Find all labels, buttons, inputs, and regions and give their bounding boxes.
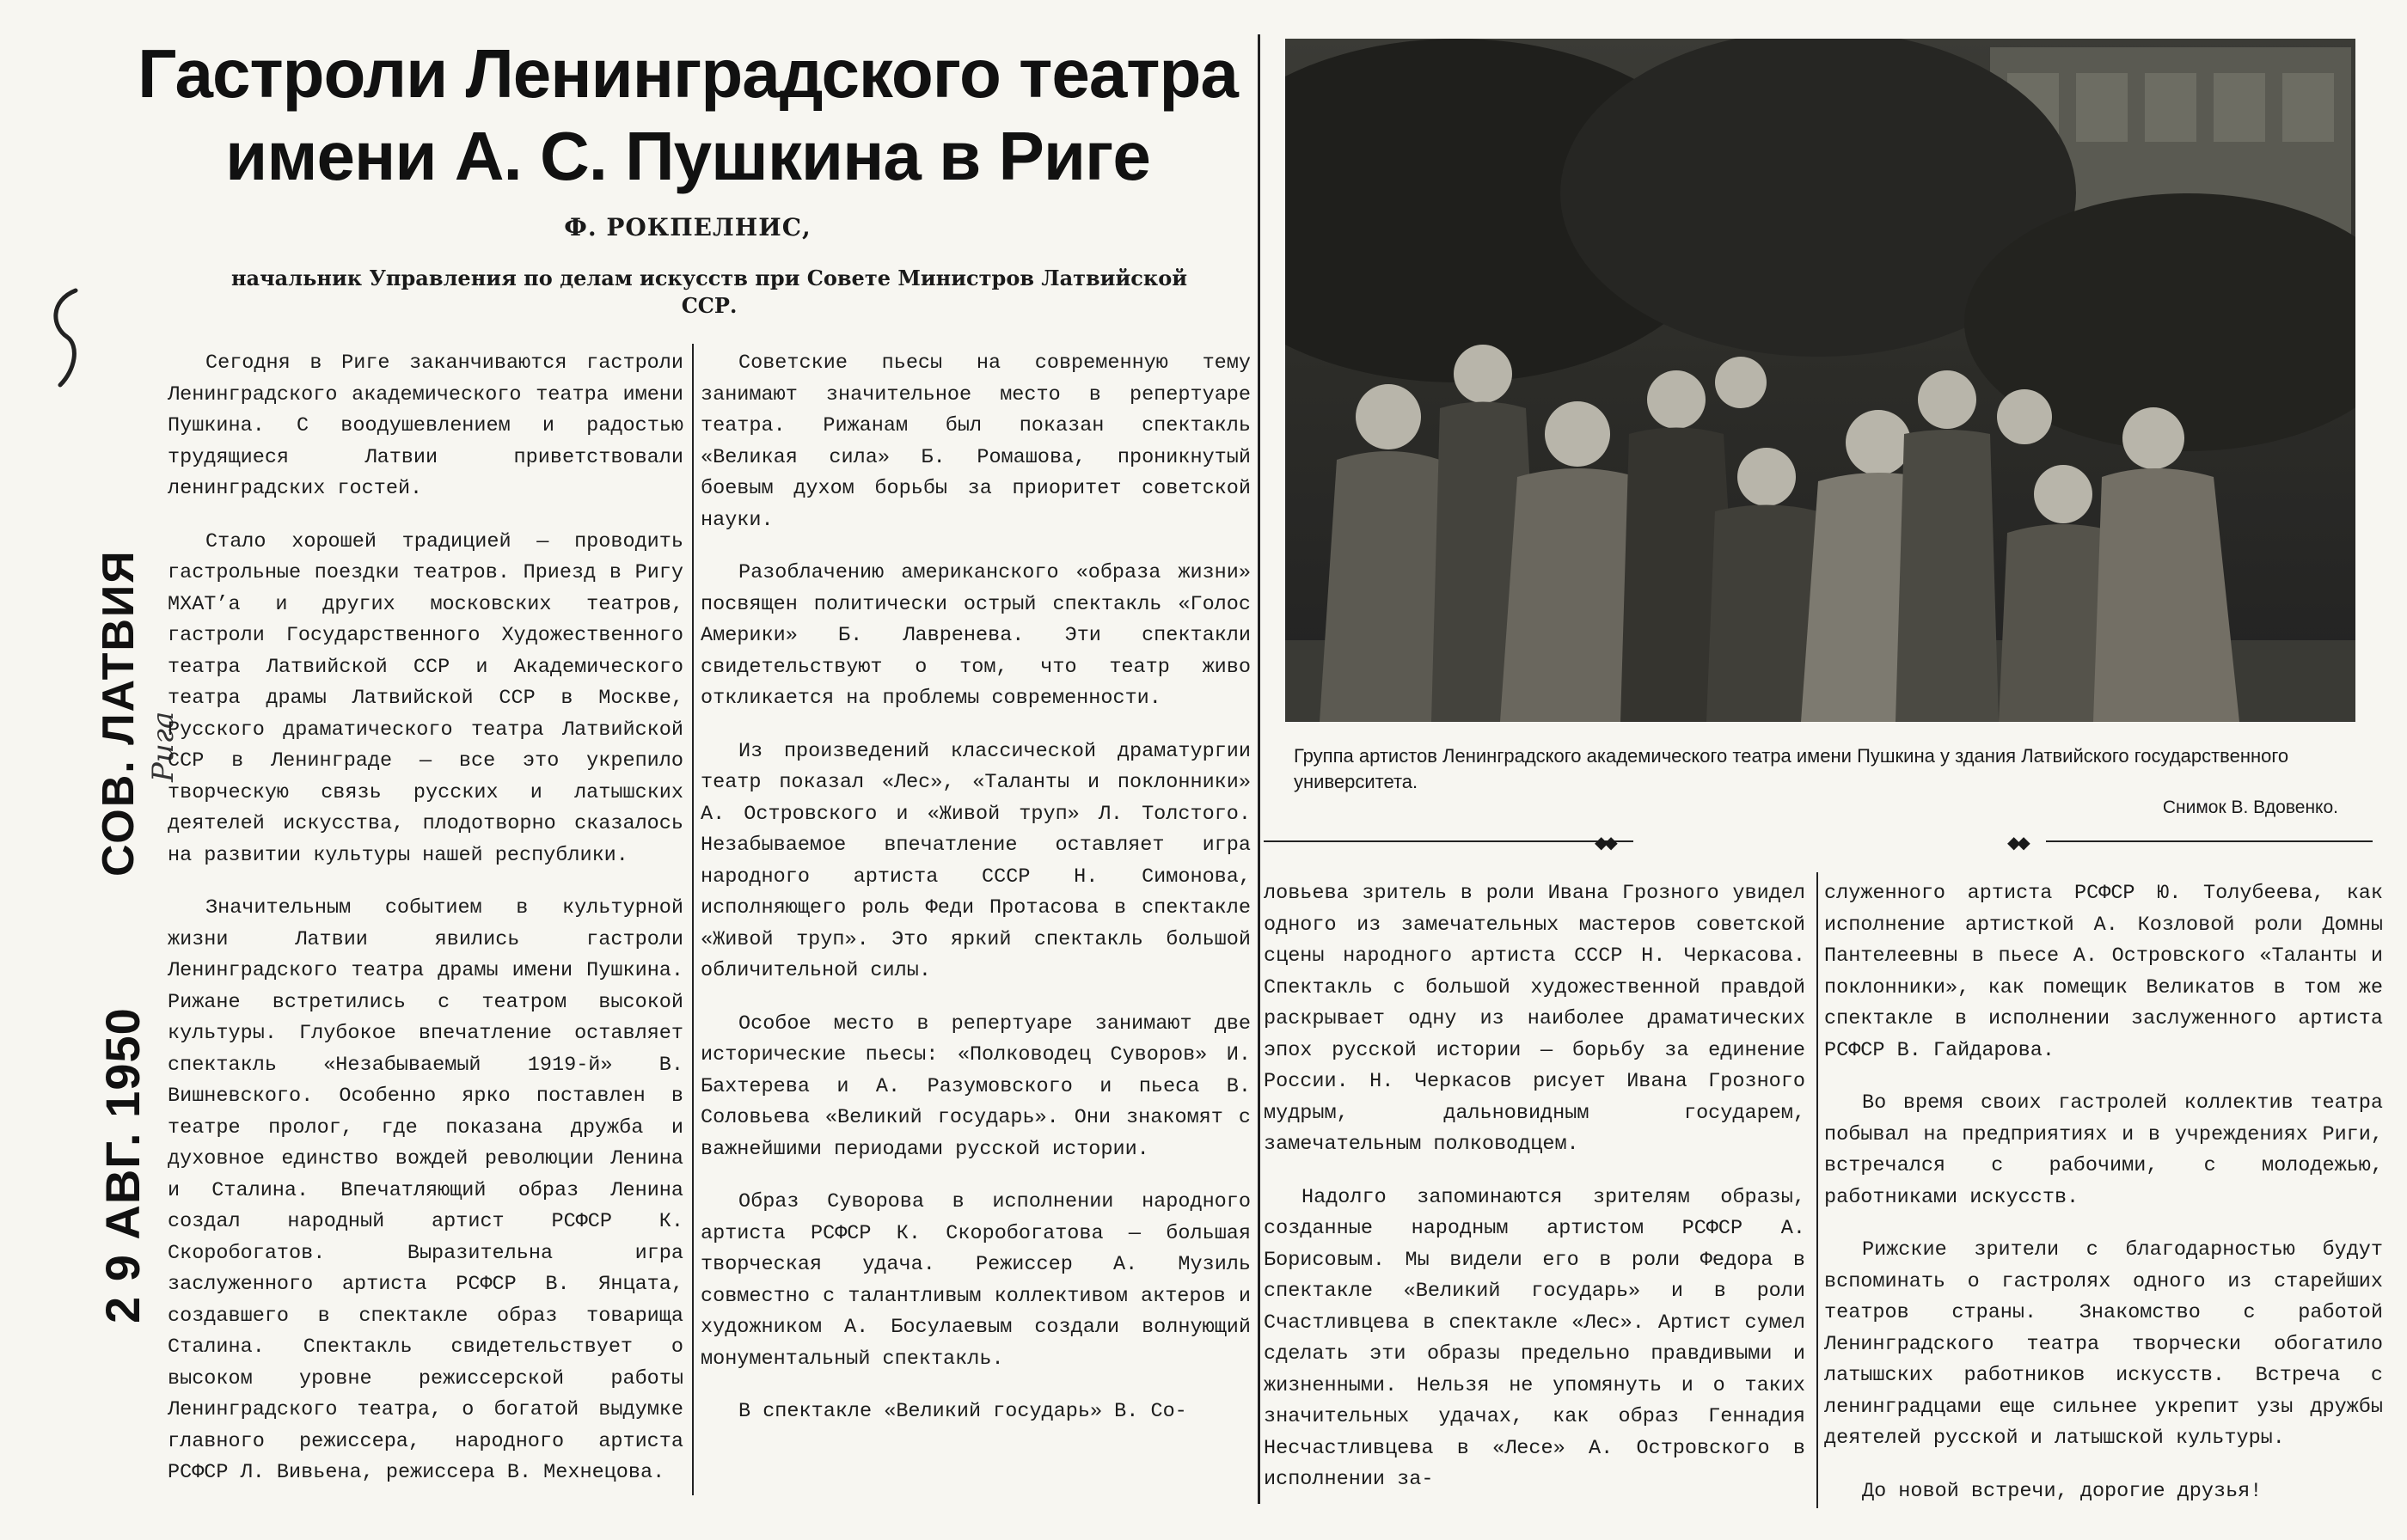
paragraph: Образ Суворова в исполнении народного артиста РСФСР К. Скоробогатова — большая творческая удача. Режиссер А. Музиль совместно с талантливым коллективом актеров и художником А. Босулаевым создали волнующий монументальный спектакль. xyxy=(701,1190,1251,1371)
article-column-2 xyxy=(701,348,1251,1450)
newspaper-name-stamp xyxy=(33,549,144,877)
paragraph: Во время своих гастролей коллектив театра побывал на предприятиях и в учреждениях Риги, встречался с рабочими, с молодежью, работниками искусств. xyxy=(1824,1091,2383,1209)
column-divider xyxy=(692,344,694,1495)
paragraph: В спектакле «Великий государь» В. Со- xyxy=(738,1400,1187,1423)
photo-illustration xyxy=(1285,39,2355,722)
photo-caption: Группа артистов Ленинградского академического театра имени Пушкина у здания Латвийского государственного университета. xyxy=(1294,745,2289,792)
photo-credit: Снимок В. Вдовенко. xyxy=(2162,798,2338,817)
city-name: Рига xyxy=(146,711,181,782)
ornament-right: ◆◆ xyxy=(2007,832,2027,852)
horizontal-rule xyxy=(2046,840,2373,842)
newspaper-name: СОВ. ЛАТВИЯ xyxy=(94,549,144,877)
article-headline: Гастроли Ленинградского театра имени А. С. Пушкина в Риге xyxy=(138,35,1238,194)
article-column-3 xyxy=(1264,878,1805,1518)
article-column-1 xyxy=(168,348,683,1511)
publication-date: 2 9 АВГ. 1950 xyxy=(95,1007,150,1323)
paragraph: Особое место в репертуаре занимают две исторические пьесы: «Полководец Суворов» И. Бахтерева и А. Разумовского и пьеса В. Соловьева «Великий государь». Они знакомят с важнейшими периодами русской истории. xyxy=(701,1011,1251,1161)
paragraph: Надолго запоминаются зрителям образы, созданные народным артистом РСФСР А. Борисовым. Мы видели его в роли Федора в спектакле «Великий государь» и в роли Счастливцева в спектакле «Лес». Артист сумел сделать эти образы предельно правдивыми и жизненными. Нельзя не упомянуть и о таких значительных удачах, как образ Геннадия Несчастливцева в «Лесе» А. Островского в исполнении за- xyxy=(1264,1185,1805,1491)
paragraph: Значительным событием в культурной жизни Латвии явились гастроли Ленинградского театра драмы имени Пушкина. Рижане встретились с театром высокой культуры. Глубокое впечатление оставляет спектакль «Незабываемый 1919-й» В. Вишневского. Особенно ярко поставлен в театре пролог, где показана дружба и духовное единство вождей революции Ленина и Сталина. Впечатляющий образ Ленина создал народный артист РСФСР К. Скоробогатов. Выразительна игра заслуженного артиста РСФСР В. Янцата, создавшего в спектакле образ товарища Сталина. Спектакль свидетельствует о высоком уровне режиссерской работы Ленинградского театра, о богатой выдумке главного режиссера, народного артиста РСФСР Л. Вивьена, режиссера В. Мехнецова. xyxy=(168,896,683,1484)
horizontal-rule xyxy=(1264,840,1633,842)
paragraph: До новой встречи, дорогие друзья! xyxy=(1862,1479,2263,1503)
column-divider xyxy=(1816,872,1818,1508)
handwritten-mark xyxy=(41,284,93,395)
paragraph: Сегодня в Риге заканчиваются гастроли Ленинградского академического театра имени Пушкина. С воодушевлением и радостью трудящиеся Латвии приветствовали ленинградских гостей. xyxy=(168,351,683,500)
ornament-left: ◆◆ xyxy=(1595,832,1614,852)
paragraph: Советские пьесы на современную тему занимают значительное место в репертуаре театра. Рижанам был показан спектакль «Великая сила» Б. Ромашова, проникнутый боевым духом борьбы за приоритет советской науки. xyxy=(701,351,1251,532)
group-photo xyxy=(1285,39,2355,722)
date-stamp xyxy=(33,988,150,1323)
article-column-4 xyxy=(1824,878,2383,1529)
column-divider xyxy=(1258,34,1260,1504)
paragraph: Разоблачению американского «образа жизни» посвящен политически острый спектакль «Голос Америки» Б. Лавренева. Эти спектакли свидетельствуют о том, что театр живо откликается на проблемы современности. xyxy=(701,561,1251,710)
paragraph: Из произведений классической драматургии театр показал «Лес», «Таланты и поклонники» А. Островского и «Живой труп» Л. Толстого. Незабываемое впечатление оставляет игра народного артиста СССР Н. Симонова, исполняющего роль Феди Протасова в спектакле «Живой труп». Это яркий спектакль большой обличительной силы. xyxy=(701,739,1251,982)
author-position: начальник Управления по делам искусств при Совете Министров Латвийской ССР. xyxy=(230,266,1188,318)
paragraph: служенного артиста РСФСР Ю. Толубеева, как исполнение артисткой А. Козловой роли Домны Пантелеевны в пьесе А. Островского «Таланты и поклонники», как помещик Великатов в том же спектакле в исполнении заслуженного артиста РСФСР В. Гайдарова. xyxy=(1824,882,2383,1062)
paragraph: Рижские зрители с благодарностью будут вспоминать о гастролях одного из старейших театров страны. Знакомство с работой Ленинградского театра творчески обогатило латышских работников искусств. Встреча с ленинградцами еще сильнее укрепит узы дружбы деятелей русской и латышской культуры. xyxy=(1824,1238,2383,1450)
article-author: Ф. РОКПЕЛНИС, xyxy=(564,213,812,241)
city-annotation xyxy=(112,662,181,799)
paragraph: Стало хорошей традицией — проводить гастрольные поездки театров. Приезд в Ригу МХАТ’а и других московских театров, гастроли Государственного Художественного театра Латвийской ССР и Академического театра драмы Латвийской ССР в Москве, Русского драматического театра Латвийской ССР в Ленинграде — все это укрепило творческую связь русских и латышских деятелей искусства, плодотворно сказалось на развитии культуры нашей республики. xyxy=(168,529,683,867)
paragraph: ловьева зритель в роли Ивана Грозного увидел одного из замечательных мастеров советской сцены народного артиста СССР Н. Черкасова. Спектакль с большой художественной правдой раскрывает одну из наиболее драматических эпох русской истории — борьбу за единение России. Н. Черкасов рисует Ивана Грозного мудрым, дальновидным государем, замечательным полководцем. xyxy=(1264,882,1805,1156)
